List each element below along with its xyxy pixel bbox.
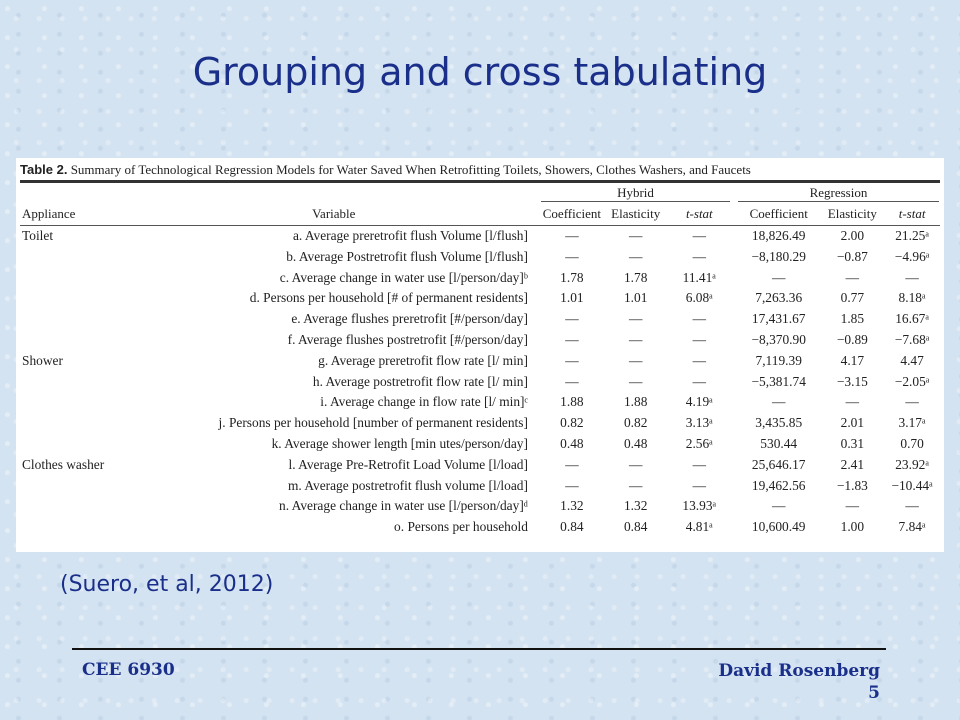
- table-cell: 21.25ᵃ: [895, 227, 929, 243]
- table-cell: 6.08ᵃ: [685, 290, 713, 306]
- table-cell: [20, 413, 128, 434]
- table-cell: 11.41ᵃ: [682, 269, 716, 285]
- table-cell: 0.77: [840, 290, 865, 306]
- table-cell: 23.92ᵃ: [895, 456, 929, 472]
- table-cell: 25,646.17: [751, 456, 806, 472]
- table-cell: —: [692, 311, 706, 327]
- table-cell: —: [692, 331, 706, 347]
- table-cell: —: [565, 477, 579, 493]
- table-cell: 1.85: [840, 311, 865, 327]
- table-row: [20, 246, 940, 267]
- table-cell: 0.48: [560, 435, 584, 451]
- column-header-hybrid-tstat: t-stat: [685, 206, 713, 222]
- group-header-row: [20, 182, 940, 204]
- table-cell: —: [629, 456, 643, 472]
- table-cell: [20, 267, 128, 288]
- column-header-regression-tstat: t-stat: [898, 206, 926, 222]
- table-cell: o. Persons per household: [394, 519, 528, 535]
- table-cell: a. Average preretrofit flush Volume [l/flush]: [292, 227, 528, 243]
- table-cell: c. Average change in water use [l/person/day]ᵇ: [279, 269, 528, 285]
- table-cell: —: [565, 456, 579, 472]
- table-cell: h. Average postretrofit flow rate [l/ min]: [312, 373, 528, 389]
- table-cell: 1.01: [623, 290, 648, 306]
- table-cell: —: [845, 394, 860, 410]
- table-cell: 2.56ᵃ: [685, 435, 713, 451]
- table-row: [20, 496, 940, 517]
- table-cell: j. Persons per household [number of permanent residents]: [218, 415, 528, 431]
- table-cell: [20, 330, 128, 351]
- table-cell: Shower: [22, 352, 63, 368]
- table-caption: [20, 162, 940, 178]
- table-cell: —: [629, 227, 643, 243]
- table-cell: 3.13ᵃ: [685, 415, 713, 431]
- table-cell: 1.78: [560, 269, 584, 285]
- table-cell: —: [692, 373, 706, 389]
- table-cell: g. Average preretrofit flow rate [l/ min]: [318, 352, 528, 368]
- column-header-regression-coefficient: Coefficient: [749, 206, 808, 222]
- table-cell: —: [692, 456, 706, 472]
- table-cell: 3,435.85: [755, 415, 803, 431]
- table-cell: [20, 496, 128, 517]
- citation: (Suero, et al, 2012): [60, 572, 274, 597]
- table-cell: −3.15: [836, 373, 868, 389]
- table-cell: —: [629, 331, 643, 347]
- table-cell: n. Average change in water use [l/person/day]ᵈ: [279, 498, 528, 514]
- table-cell: [20, 309, 128, 330]
- table-row: [20, 413, 940, 434]
- footer-page-number: 5: [868, 683, 880, 703]
- table-cell: 7.84ᵃ: [898, 519, 926, 535]
- table-cell: e. Average flushes preretrofit [#/person/day]: [291, 311, 528, 327]
- table-cell: −2.05ᵃ: [894, 373, 930, 389]
- table-row: [20, 517, 940, 538]
- table-cell: —: [629, 352, 643, 368]
- footer-author: David Rosenberg: [718, 661, 880, 681]
- table-cell: —: [565, 373, 579, 389]
- table-cell: —: [565, 248, 579, 264]
- table-cell: i. Average change in flow rate [l/ min]ᶜ: [320, 394, 528, 410]
- table-row: [20, 434, 940, 455]
- table-row: [20, 392, 940, 413]
- table-cell: 7,263.36: [755, 290, 803, 306]
- table-cell: Toilet: [22, 227, 54, 243]
- table-cell: Clothes washer: [22, 456, 105, 472]
- table-row: [20, 309, 940, 330]
- table-cell: 0.84: [560, 519, 584, 535]
- table-cell: —: [629, 477, 643, 493]
- column-header-appliance: Appliance: [22, 206, 76, 222]
- table-cell: −7.68ᵃ: [894, 331, 930, 347]
- table-cell: 4.19ᵃ: [685, 394, 713, 410]
- table-cell: [20, 392, 128, 413]
- table-cell: [20, 434, 128, 455]
- table-cell: −8,180.29: [751, 248, 806, 264]
- table-cell: —: [692, 248, 706, 264]
- table-caption-label: Table 2.: [20, 162, 68, 177]
- table-row: [20, 350, 940, 371]
- table-cell: 18,826.49: [751, 227, 806, 243]
- table-row: [20, 330, 940, 351]
- table-row: [20, 454, 940, 475]
- table-cell: 1.00: [840, 519, 865, 535]
- regression-table: [20, 180, 940, 538]
- column-header-hybrid-coefficient: Coefficient: [542, 206, 602, 222]
- table-cell: [20, 288, 128, 309]
- table-cell: b. Average Postretrofit flush Volume [l/flush]: [286, 248, 528, 264]
- table-cell: —: [565, 352, 579, 368]
- column-header-hybrid-elasticity: Elasticity: [611, 206, 661, 222]
- table-cell: —: [772, 269, 786, 285]
- table-cell: [20, 517, 128, 538]
- table-cell: —: [845, 269, 860, 285]
- table-cell: 1.01: [560, 290, 584, 306]
- slide-title: Grouping and cross tabulating: [192, 50, 768, 94]
- table-cell: 2.01: [840, 415, 865, 431]
- table-cell: −8,370.90: [751, 331, 806, 347]
- table-cell: —: [905, 498, 919, 514]
- table-cell: —: [629, 311, 643, 327]
- table-cell: −0.87: [836, 248, 868, 264]
- table-caption-text: Summary of Technological Regression Models for Water Saved When Retrofitting Toilets, Showers, Clothes Washers, and Faucets: [70, 162, 751, 177]
- table-cell: —: [629, 248, 643, 264]
- column-header-regression-elasticity: Elasticity: [827, 206, 877, 222]
- table-cell: d. Persons per household [# of permanent residents]: [249, 290, 528, 306]
- table-cell: 16.67ᵃ: [895, 311, 929, 327]
- group-header-hybrid: Hybrid: [540, 182, 731, 204]
- table-cell: 530.44: [760, 435, 798, 451]
- table-cell: —: [772, 394, 786, 410]
- table-cell: —: [772, 498, 786, 514]
- group-header-regression: Regression: [737, 182, 940, 204]
- table-cell: −5,381.74: [751, 373, 806, 389]
- table-cell: −0.89: [836, 331, 868, 347]
- table-cell: 10,600.49: [751, 519, 806, 535]
- column-header-row: [20, 204, 940, 225]
- table-cell: 0.31: [840, 435, 865, 451]
- table-cell: m. Average postretrofit flush volume [l/load]: [287, 477, 528, 493]
- table-cell: —: [905, 269, 919, 285]
- footer-divider: [72, 648, 886, 650]
- table-cell: −4.96ᵃ: [894, 248, 930, 264]
- table-cell: —: [692, 352, 706, 368]
- table-cell: 4.17: [840, 352, 865, 368]
- table-cell: f. Average flushes postretrofit [#/person/day]: [287, 331, 528, 347]
- table-cell: 1.32: [623, 498, 648, 514]
- footer-course: CEE 6930: [82, 660, 175, 680]
- table-cell: 2.00: [840, 227, 865, 243]
- table-cell: 2.41: [840, 456, 865, 472]
- table-cell: 0.82: [560, 415, 584, 431]
- table-cell: 0.48: [623, 435, 648, 451]
- table-row: [20, 475, 940, 496]
- table-cell: [20, 475, 128, 496]
- column-header-variable: Variable: [312, 206, 356, 222]
- table-row: [20, 267, 940, 288]
- table-cell: 0.82: [623, 415, 648, 431]
- table-cell: 1.88: [560, 394, 584, 410]
- table-cell: 0.70: [900, 435, 924, 451]
- footer-author-block: [660, 660, 880, 704]
- table-cell: [20, 371, 128, 392]
- table-cell: 3.17ᵃ: [898, 415, 926, 431]
- table-row: [20, 288, 940, 309]
- table-cell: 17,431.67: [751, 311, 806, 327]
- table-cell: 19,462.56: [751, 477, 806, 493]
- table-cell: —: [565, 331, 579, 347]
- table-body: [20, 225, 940, 537]
- table-cell: 7,119.39: [755, 352, 802, 368]
- table-cell: −10.44ᵃ: [891, 477, 933, 493]
- table-row: [20, 371, 940, 392]
- table-cell: −1.83: [836, 477, 868, 493]
- table-cell: —: [845, 498, 860, 514]
- table-cell: —: [692, 227, 706, 243]
- table-cell: 1.88: [623, 394, 648, 410]
- table-cell: [20, 246, 128, 267]
- table-cell: 13.93ᵃ: [682, 498, 717, 514]
- table-cell: —: [565, 227, 579, 243]
- table-row: [20, 225, 940, 246]
- table-cell: 4.47: [900, 352, 924, 368]
- table-cell: —: [905, 394, 919, 410]
- table-cell: k. Average shower length [min utes/person/day]: [271, 435, 528, 451]
- table-cell: 0.84: [623, 519, 648, 535]
- table-cell: 1.78: [623, 269, 648, 285]
- table-cell: —: [565, 311, 579, 327]
- table-cell: 8.18ᵃ: [898, 290, 926, 306]
- table-cell: l. Average Pre-Retrofit Load Volume [l/load]: [288, 456, 528, 472]
- regression-table-panel: [16, 158, 944, 552]
- table-cell: 1.32: [560, 498, 584, 514]
- table-cell: —: [629, 373, 643, 389]
- table-cell: —: [692, 477, 706, 493]
- table-cell: 4.81ᵃ: [685, 519, 713, 535]
